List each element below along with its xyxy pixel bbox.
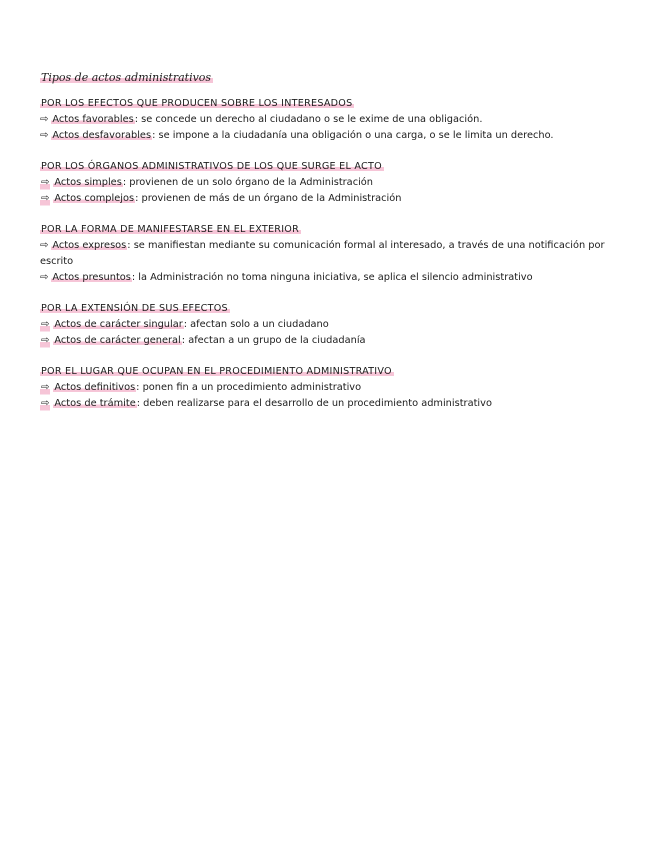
item-text: : se manifiestan mediante su comunicación formal al interesado, a través de una notificación por escrito [40,240,605,267]
item-lead: Actos desfavorables [52,130,152,141]
list-item [40,270,620,286]
section-heading-text: POR LA FORMA DE MANIFESTARSE EN EL EXTERIOR [41,224,300,235]
arrow-right-icon: ⇨ [40,130,49,141]
arrow-right-icon: ⇨ [40,317,50,333]
arrow-right-icon: ⇨ [40,396,50,412]
section-heading [40,159,620,175]
item-lead: Actos de carácter general [54,335,181,346]
document-title [40,70,620,85]
section-heading [40,364,620,380]
arrow-right-icon: ⇨ [40,272,49,283]
list-item [40,317,620,333]
arrow-right-icon: ⇨ [40,114,49,125]
list-item [40,191,620,207]
section-heading [40,301,620,317]
item-text: : ponen fin a un procedimiento administrativo [136,382,362,393]
item-lead: Actos presuntos [52,272,131,283]
arrow-right-icon: ⇨ [40,191,50,207]
item-lead: Actos favorables [52,114,134,125]
section-extension [40,301,620,349]
item-text: : deben realizarse para el desarrollo de un procedimiento administrativo [136,398,492,409]
section-heading [40,222,620,238]
document-page [40,70,620,427]
item-text: : la Administración no toma ninguna iniciativa, se aplica el silencio administrativo [131,272,533,283]
section-heading-text: POR LA EXTENSIÓN DE SUS EFECTOS [41,303,228,314]
section-heading-text: POR LOS ÓRGANOS ADMINISTRATIVOS DE LOS QUE SURGE EL ACTO [41,161,382,172]
item-lead: Actos de carácter singular [54,319,183,330]
list-item [40,380,620,396]
section-efectos [40,96,620,144]
list-item [40,175,620,191]
arrow-right-icon: ⇨ [40,240,49,251]
list-item [40,128,620,144]
item-lead: Actos de trámite [54,398,136,409]
section-heading [40,96,620,112]
item-lead: Actos definitivos [54,382,136,393]
item-lead: Actos expresos [52,240,127,251]
section-lugar [40,364,620,412]
item-lead: Actos complejos [54,193,135,204]
item-text: : se impone a la ciudadanía una obligación o una carga, o se le limita un derecho. [152,130,554,141]
section-heading-text: POR EL LUGAR QUE OCUPAN EN EL PROCEDIMIENTO ADMINISTRATIVO [41,366,392,377]
item-text: : se concede un derecho al ciudadano o se le exime de una obligación. [134,114,483,125]
list-item [40,396,620,412]
item-text: : afectan solo a un ciudadano [183,319,329,330]
section-heading-text: POR LOS EFECTOS QUE PRODUCEN SOBRE LOS INTERESADOS [41,98,353,109]
list-item [40,112,620,128]
arrow-right-icon: ⇨ [40,333,50,349]
item-text: : provienen de un solo órgano de la Administración [122,177,374,188]
item-text: : provienen de más de un órgano de la Administración [135,193,402,204]
section-organos [40,159,620,207]
document-title-text: Tipos de actos administrativos [41,71,212,84]
arrow-right-icon: ⇨ [40,380,50,396]
section-forma [40,222,620,286]
item-text: : afectan a un grupo de la ciudadanía [181,335,366,346]
item-lead: Actos simples [54,177,122,188]
list-item [40,333,620,349]
arrow-right-icon: ⇨ [40,175,50,191]
list-item [40,238,620,270]
